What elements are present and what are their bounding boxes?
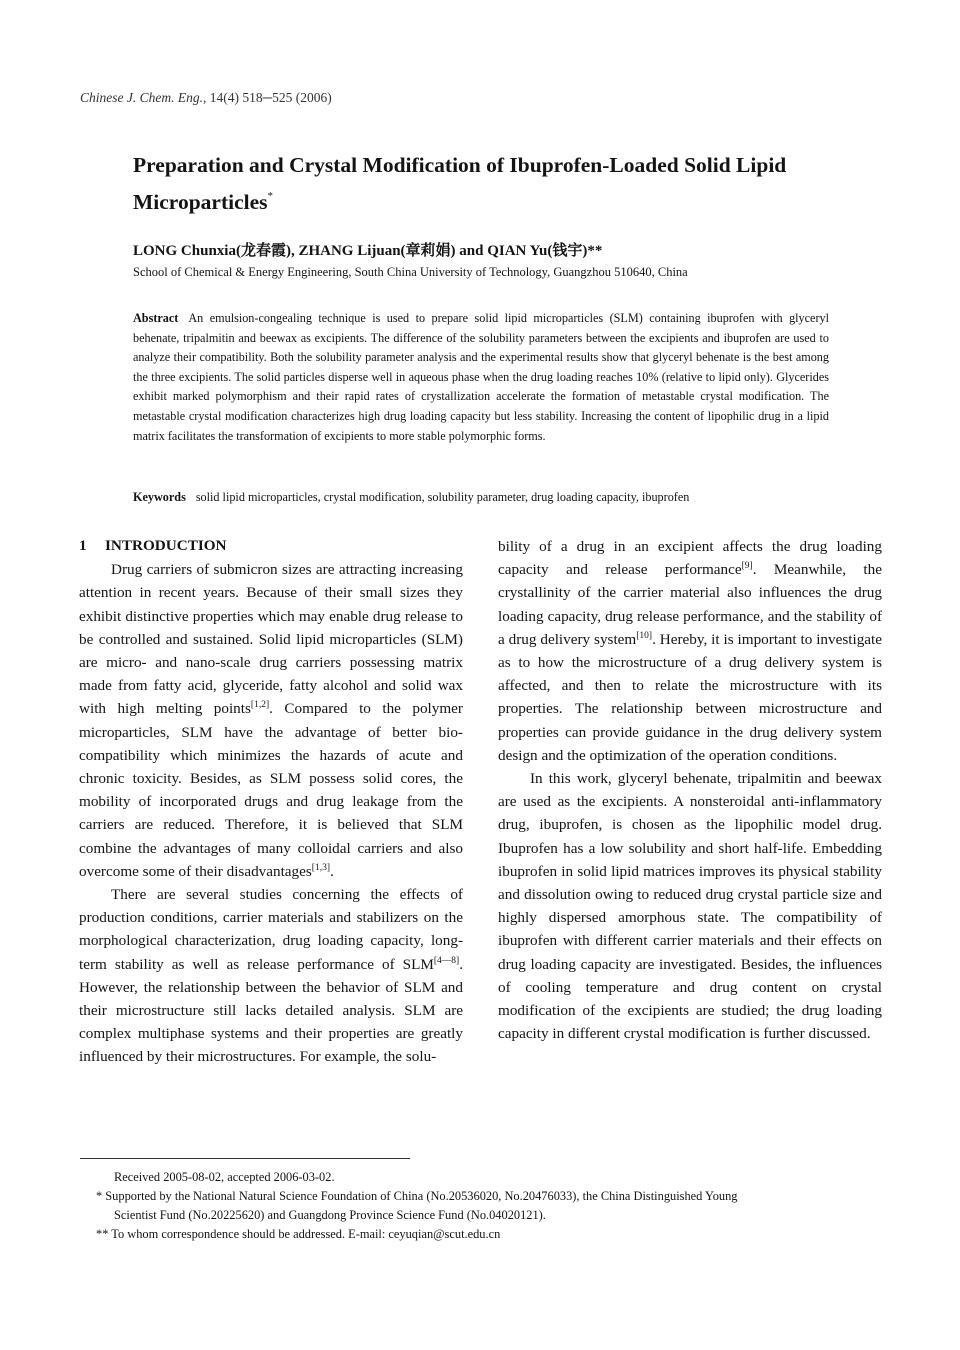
right-column (498, 535, 882, 1045)
keywords-text: solid lipid microparticles, crystal modification, solubility parameter, drug loading capacity, ibuprofen (195, 490, 690, 504)
paragraph-3: In this work, glyceryl behenate, tripalmitin and beewax are used as the excipients. A nonsteroidal anti-inflammatory drug, ibuprofen, is chosen as the lipophilic model drug. Ibuprofen has a low solubility and short half-life. Embedding ibuprofen in solid lipid matrices improves its physical stability and dissolution owing to reduced drug crystal particle size and highly dispersed amorphous state. The compatibility of ibuprofen with different carrier materials and their effects on drug loading capacity are investigated. Besides, the influences of cooling temperature and drug content on crystal modification of the excipients are studied; the drug loading capacity in different crystal modification is further discussed. (498, 770, 882, 1043)
paragraph-2 (79, 883, 463, 1069)
paragraph-1-text-a: Drug carriers of submicron sizes are attracting increasing attention in recent years. Because of their small sizes they exhibit distinctive properties which may enable drug release to be controlled and sustained. Solid lipid microparticles (SLM) are micro- and nano-scale drug carriers possessing matrix made from fatty acid, glyceride, fatty alcohol and solid wax with high melting points (79, 561, 463, 718)
journal-volume-pages: , 14(4) 518─525 (2006) (202, 90, 332, 105)
paragraph-1 (79, 558, 463, 883)
citation-ref: [1,3] (311, 862, 330, 873)
title-footnote-mark: * (267, 190, 274, 202)
paragraph-2-text-b: . However, the relationship between the behavior of SLM and their microstructure still lacks detailed analysis. SLM are complex multiphase systems and their properties are greatly influenced by their microstructures. For example, the solu- (79, 955, 463, 1066)
section-number: 1 (79, 537, 87, 554)
footnote-support-line-1: * Supported by the National Natural Science Foundation of China (No.20536020, No.20476033), the China Distinguished Young (96, 1189, 738, 1203)
paragraph-1-text-b: . Compared to the polymer microparticles, SLM have the advantage of better bio-compatibility which minimizes the hazards of acute and chronic toxicity. Besides, as SLM possess solid cores, the mobility of incorporated drugs and drug leakage from the carriers are reduced. Therefore, it is believed that SLM combine the advantages of many colloidal carriers and also overcome some of their disadvantages (79, 700, 463, 880)
paper-title (133, 150, 853, 218)
citation-ref: [10] (636, 630, 653, 641)
paragraph-2-text-e: . Hereby, it is important to investigate as to how the microstructure of a drug delivery system is affected, and then to relate the microstructure with its properties. The relationship between microstructure and properties can provide guidance in the drug delivery system design and the optimization of the operation conditions. (498, 630, 882, 764)
footnote-received: Received 2005-08-02, accepted 2006-03-02. (114, 1170, 335, 1184)
left-column (79, 534, 463, 1069)
paragraph-2-continued (498, 535, 882, 767)
journal-citation (80, 90, 332, 106)
journal-name: Chinese J. Chem. Eng. (80, 90, 203, 105)
section-heading (79, 534, 463, 557)
paragraph-2-text-c: bility of a drug in an excipient affects the drug loading capacity and release performance (498, 538, 882, 579)
citation-ref: [1,2] (250, 700, 270, 711)
keywords-label: Keywords (133, 490, 186, 504)
abstract-text: An emulsion-congealing technique is used to prepare solid lipid microparticles (SLM) containing ibuprofen with glyceryl behenate, tripalmitin and beewax as excipients. The difference of the solubility parameters between the excipients and ibuprofen are used to analyze their compatibility. Both the solubility parameter analysis and the experimental results show that glyceryl behenate is the best among the three excipients. The solid particles disperse well in aqueous phase when the drug loading reaches 10% (relative to lipid only). Glycerides exhibit marked polymorphism and their rapid rates of crystallization accelerate the formation of metastable crystal modification. The metastable crystal modification characterizes high drug loading capacity but less stability. Increasing the content of lipophilic drug in a lipid matrix facilitates the transformation of excipients to more stable polymorphic forms. (133, 311, 829, 443)
footnote-support (96, 1187, 888, 1225)
footnote-divider (80, 1158, 410, 1159)
citation-ref: [4—8] (433, 955, 460, 966)
abstract (133, 309, 829, 446)
paragraph-1-text-c: . (330, 862, 334, 880)
footnote-correspondence: ** To whom correspondence should be addressed. E-mail: ceyuqian@scut.edu.cn (96, 1227, 501, 1241)
abstract-label: Abstract (133, 311, 179, 325)
author-affiliation: School of Chemical & Energy Engineering, South China University of Technology, Guangzhou 510640, China (133, 265, 688, 279)
author-list: LONG Chunxia(龙春霞), ZHANG Lijuan(章莉娟) and QIAN Yu(钱宇)** (133, 243, 603, 259)
footnote-support-line-2: Scientist Fund (No.20225620) and Guangdong Province Science Fund (No.04020121). (114, 1208, 546, 1222)
keywords (133, 488, 833, 508)
citation-ref: [9] (741, 561, 753, 572)
paper-title-text: Preparation and Crystal Modification of Ibuprofen-Loaded Solid Lipid Microparticles (133, 153, 787, 214)
section-title: INTRODUCTION (105, 537, 227, 554)
footnotes (96, 1168, 888, 1244)
paragraph-2-text-d: . Meanwhile, the crystallinity of the carrier material also influences the drug loading capacity, drug release performance, and the stability of a drug delivery system (498, 561, 882, 648)
paragraph-2-text-a: There are several studies concerning the effects of production conditions, carrier materials and stabilizers on the morphological characterization, drug loading capacity, long-term stability as well as release performance of SLM (79, 886, 463, 973)
